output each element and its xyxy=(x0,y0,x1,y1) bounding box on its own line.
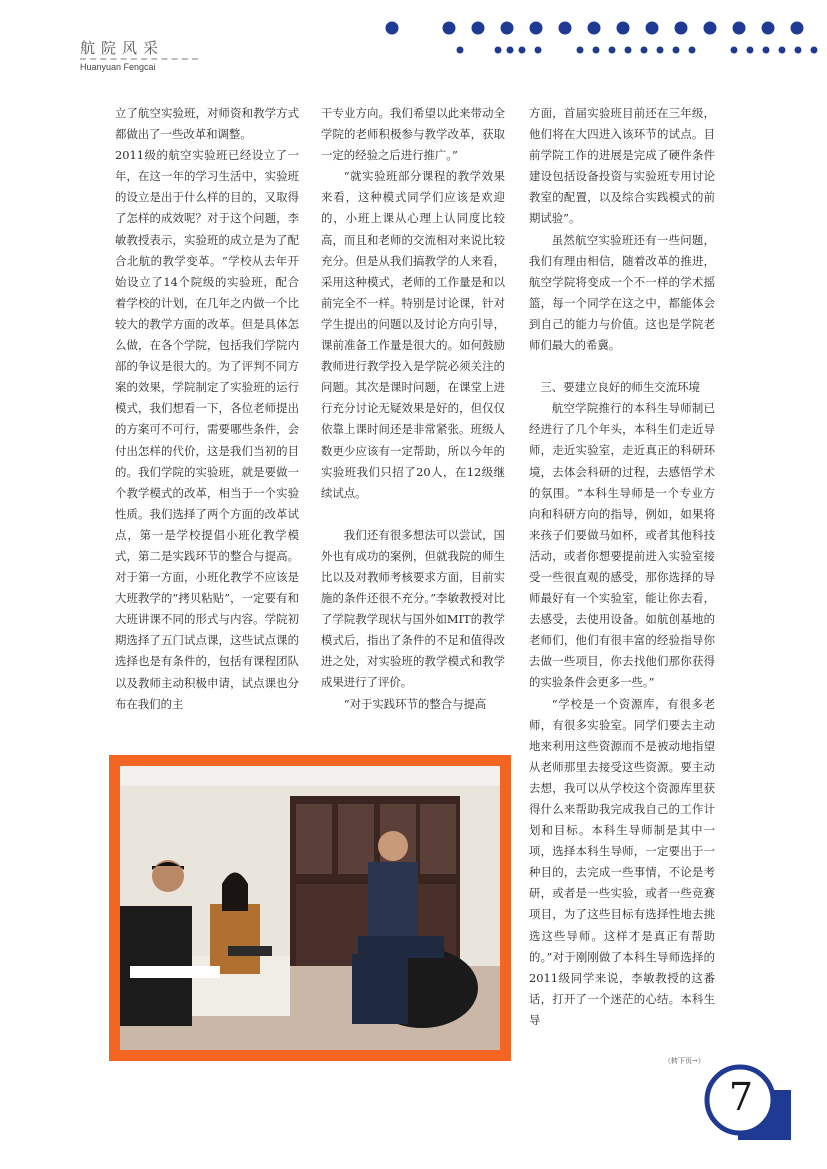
interview-photo xyxy=(120,766,500,1050)
photo-frame xyxy=(109,755,511,1061)
paragraph: 2011级的航空实验班已经设立了一年，在这一年的学习生活中，实验班的设立是出于什么样的目的，又取得了怎样的成效呢？对于这个问题，李敏教授表示，实验班的成立是为了配合北航的教学变革。“学校从去年开始设立了14个院级的实验班，配合着学校的计划，在几年之内做一个比较大的教学方面的改革。但是具体怎么做，在各个学院，包括我们学院内部的争议是很大的。为了评判不同方案的效果，学院制定了实验班的运行模式，我们想看一下，各位老师提出的方案可不可行，需要哪些条件，会付出怎样的代价，这是我们当初的目的。我们学院的实验班，就是要做一个教学模式的改革，相当于一个实验性质。我们选择了两个方面的改革试点，第一是学校提倡小班化教学模式，第二是实践环节的整合与提高。对于第一方面，小班化教学不应该是大班教学的“拷贝粘贴”，一定要有和大班讲课不同的形式与内容。学院初期选择了五门试点课，这些试点课的选择也是有条件的，包括有课程团队以及教师主动积极申请，试点课也分布在我们的主 xyxy=(115,148,299,711)
paragraph: 虽然航空实验班还有一些问题，我们有理由相信，随着改革的推进，航空学院将变成一个不一样的学术摇篮，每一个同学在这之中，都能体会到自己的能力与价值。这也是学院老师们最大的希冀。 xyxy=(529,232,715,353)
paragraph: “就实验班部分课程的教学效果来看，这种模式同学们应该是欢迎的，小班上课从心理上认同度比较高，而且和老师的交流相对来说比较充分。但是从我们搞教学的人来看，采用这种模式，老师的工作量是和以前完全不一样。特别是讨论课，针对学生提出的问题以及讨论方向引导，课前准备工作量是很大的。如何鼓励教师进行教学投入是学院必须关注的问题。其次是课时问题，在课堂上进行充分讨论无疑效果是好的，但仅仅依靠上课时间还是非常紧张。班级人数更少应该有一定帮助，所以今年的实验班我们只招了20人，在12级继续试点。 xyxy=(321,169,505,500)
header-divider xyxy=(80,58,198,60)
paragraph: 航空学院推行的本科生导师制已经进行了几个年头，本科生们走近导师，走近实验室，走近真正的科研环境，去体会科研的过程，去感悟学术的氛围。“本科生导师是一个专业方向和科研方向的指导，例如，如果将来孩子们要做马如杯，或者其他科技活动，或者你想要提前进入实验室接受一些很直观的感受，那你选择的导师最好有一个实验室，能让你去看，去感受，去使用设备。如航创基地的老师们，他们有很丰富的经验指导你去做一些项目，你去找他们那你获得的实验条件会更多一些。” xyxy=(529,401,715,690)
paragraph: “对于实践环节的整合与提高 xyxy=(343,696,487,711)
section-title-pinyin: Huanyuan Fengcai xyxy=(80,62,156,72)
article-column-1 xyxy=(115,103,299,715)
paragraph: 方面，首届实验班目前还在三年级，他们将在大四进入该环节的试点。目前学院工作的进展是完成了硬件条件建设包括设备投资与实验班专用讨论教室的配置，以及综合实践模式的前期试验”。 xyxy=(529,106,715,226)
paragraph: 立了航空实验班，对师资和教学方式都做出了一些改革和调整。 xyxy=(115,106,299,142)
paragraph: 我们还有很多想法可以尝试，国外也有成功的案例，但就我院的师生比以及对教师考核要求方面，目前实施的条件还很不充分。”李敏教授对比了学院教学现状与国外如MIT的教学模式后，指出了条件的不足和值得改进之处，对实验班的教学模式和教学成果进行了评价。 xyxy=(321,527,505,690)
section-title: 航院风采 xyxy=(80,39,165,57)
paragraph: “学校是一个资源库，有很多老师，有很多实验室。同学们要去主动地来利用这些资源而不是被动地指望从老师那里去接受这些资源。要主动去想，我可以从学校这个资源库里获得什么来帮助我完成我自己的工作计划和目标。本科生导师制是其中一项，选择本科生导师，一定要出于一种目的，去完成一些事情，不论是考研，或者是一些实验，或者一些竞赛项目，为了这些目标有选择性地去挑选这些导师。这样才是真正有帮助的。”对于刚刚做了本科生导师选择的2011级同学来说，李敏教授的这番话，打开了一个迷茫的心结。本科生导 xyxy=(529,696,715,1027)
paragraph: 干专业方向。我们希望以此来带动全学院的老师积极参与教学改革，获取一定的经验之后进行推广。” xyxy=(321,106,505,163)
article-column-3 xyxy=(529,103,715,1031)
section-heading: 三、要建立良好的师生交流环境 xyxy=(540,380,700,395)
article-column-2 xyxy=(321,103,505,715)
page-number: 7 xyxy=(728,1075,754,1119)
continued-next-page-note: （转下页→） xyxy=(664,1057,705,1065)
decorative-dots xyxy=(370,14,820,59)
